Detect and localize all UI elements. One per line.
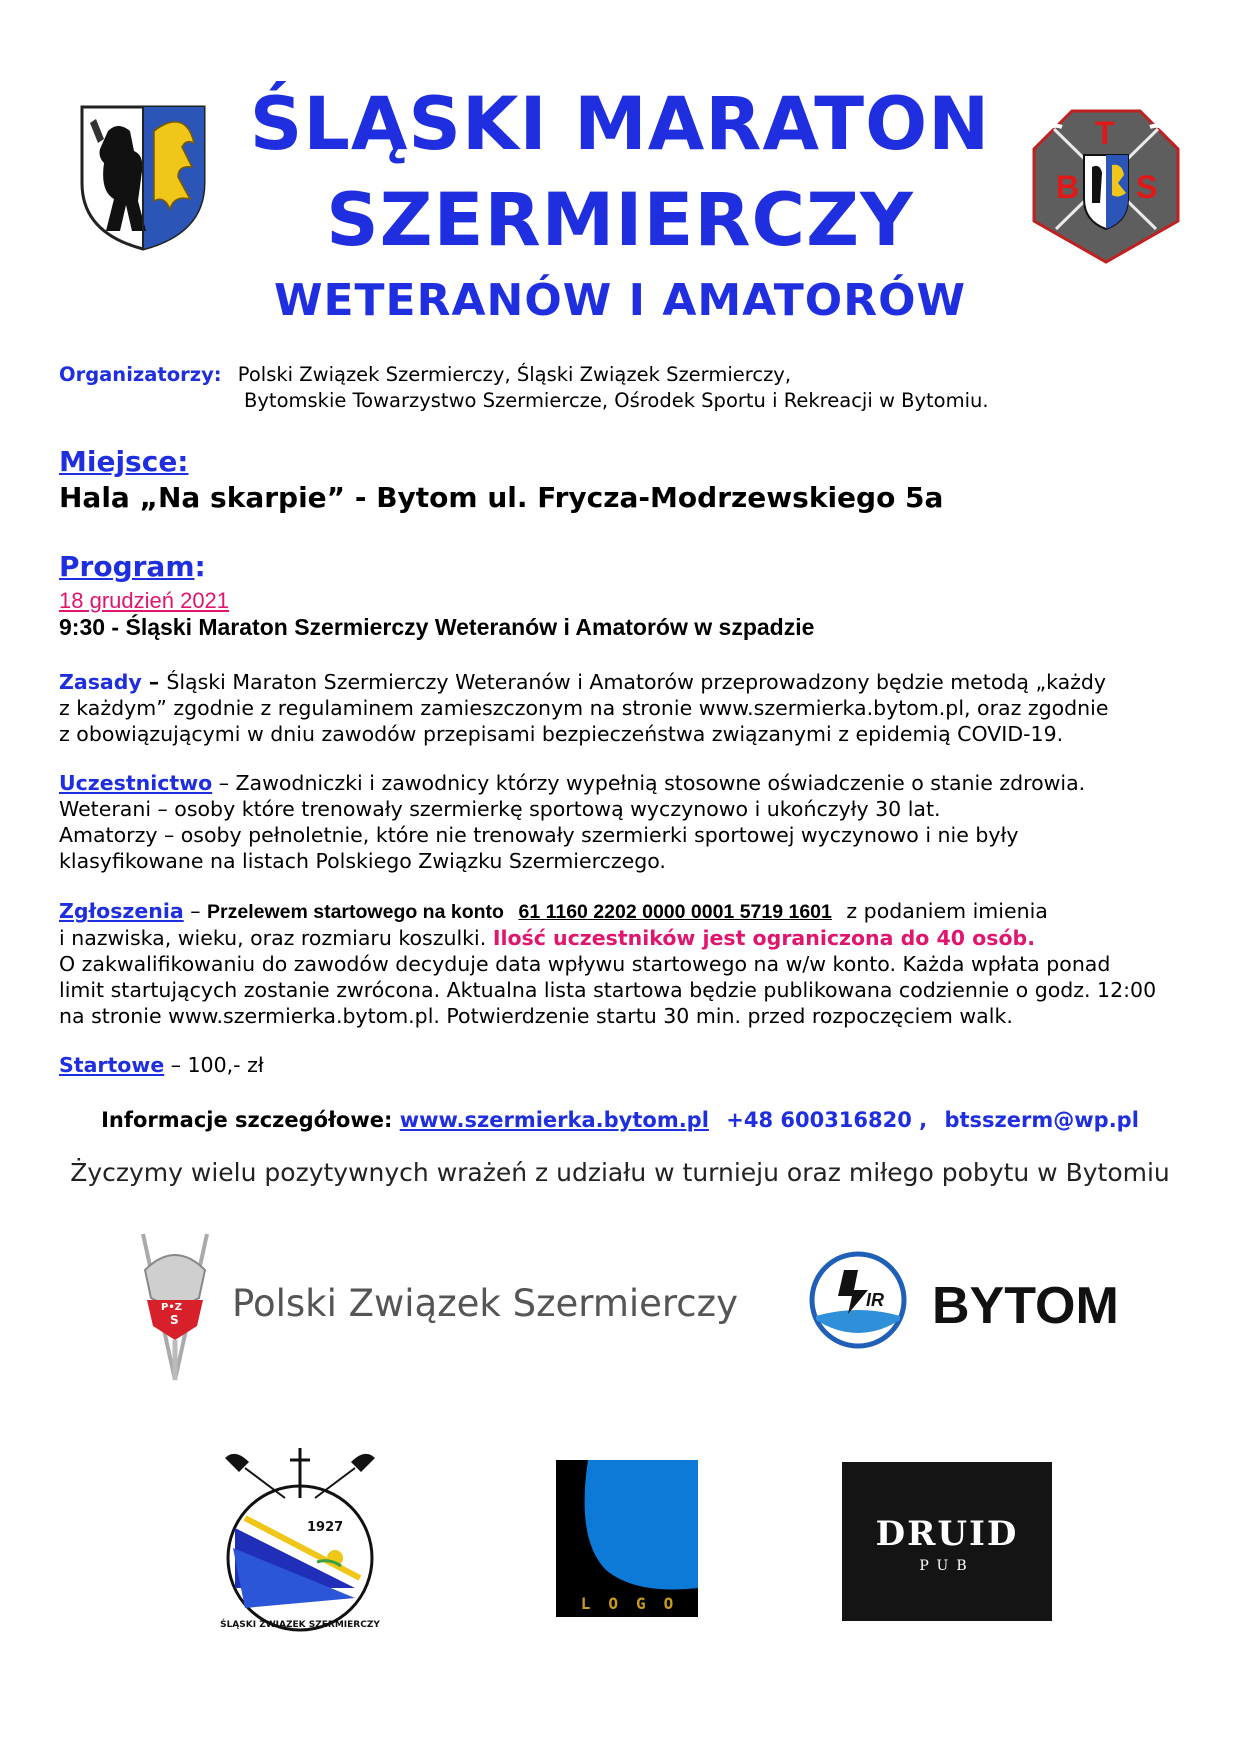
title-line-2: SZERMIERCZY [326,178,914,263]
participation-label: Uczestnictwo [59,771,213,795]
info-website-link[interactable]: www.szermierka.bytom.pl [399,1108,709,1132]
druid-name: DRUID [875,1514,1019,1554]
pzs-logo [125,1230,225,1385]
registration-line-2: i nazwiska, wieku, oraz rozmiaru koszulki. [59,926,487,950]
wishes-text: Życzymy wielu pozytywnych wrażeń z udziału w turnieju oraz miłego pobytu w Bytomiu [70,1158,1170,1187]
rules-line-2: z każdym” zgodnie z regulaminem zamieszczonym na stronie www.szermierka.bytom.pl, oraz zgodnie [59,696,1109,720]
szs-logo [205,1438,395,1638]
logo-block-text: LOGO [580,1594,692,1613]
rules-dash: – [141,670,167,694]
registration-line-3: O zakwalifikowaniu do zawodów decyduje data wpływu startowego na w/w konto. Każda wpłata ponad [59,952,1111,976]
osir-logo [808,1250,908,1350]
fee-label: Startowe [59,1053,165,1077]
pzs-name: Polski Związek Szermierczy [232,1282,738,1325]
program-item: 9:30 - Śląski Maraton Szermierczy Weteranów i Amatorów w szpadzie [59,614,815,640]
place-label: Miejsce: [59,445,189,478]
participation-line-3: Amatorzy – osoby pełnoletnie, które nie trenowały szermierki sportowej wyczynowo i nie były [59,823,1019,847]
registration-account: 61 1160 2202 0000 0001 5719 1601 [518,901,832,923]
osir-name: BYTOM [932,1277,1119,1335]
osir-mark: IR [866,1290,884,1310]
registration-line-1-rest: z podaniem imienia [846,899,1048,923]
registration-transfer: Przelewem startowego na konto [207,901,504,923]
participation-line-4: klasyfikowane na listach Polskiego Związku Szermierczego. [59,849,666,873]
program-label: Program [59,550,195,583]
rules-line-1: Śląski Maraton Szermierczy Weteranów i Amatorów przeprowadzony będzie metodą „każdy [166,670,1107,694]
rules-label: Zasady [59,670,142,694]
participation-line-2: Weterani – osoby które trenowały szermierkę sportową wyczynowo i ukończyły 30 lat. [59,797,941,821]
druid-sub: PUB [919,1558,975,1574]
organizers-section [59,362,989,414]
druid-pub-logo [842,1462,1052,1621]
bts-letter-t: T [1095,115,1115,151]
rules-line-3: z obowiązującymi w dniu zawodów przepisami bezpieczeństwa związanymi z epidemią COVID-19. [59,722,1064,746]
program-colon: : [194,550,206,583]
logo-block [556,1460,698,1617]
participation-line-1: – Zawodniczki i zawodnicy którzy wypełnią stosowne oświadczenie o stanie zdrowia. [212,771,1086,795]
registration-label: Zgłoszenia [59,899,184,923]
registration-line-5: na stronie www.szermierka.bytom.pl. Potwierdzenie startu 30 min. przed rozpoczęciem walk. [59,1004,1013,1028]
pzs-badge-text: P•Z [161,1302,182,1313]
fee-value: – 100,- zł [164,1053,264,1077]
registration-dash: – [183,899,208,923]
place-value: Hala „Na skarpie” - Bytom ul. Frycza-Modrzewskiego 5a [59,481,944,514]
rules-section [59,669,1108,747]
organizers-line-1: Polski Związek Szermierczy, Śląski Związek Szermierczy, [237,363,792,386]
info-phone: +48 600316820 , [726,1108,928,1132]
title-line-3: WETERANÓW I AMATORÓW [273,275,967,326]
registration-line-4: limit startujących zostanie zwrócona. Aktualna lista startowa będzie publikowana codziennie o godz. 12:00 [59,978,1157,1002]
registration-section [59,898,1156,1029]
szs-ring-text: ŚLĄSKI ZWIĄZEK SZERMIERCZY [220,1620,380,1630]
pzs-badge-s: S [170,1313,179,1327]
info-label: Informacje szczegółowe: [101,1108,393,1132]
participation-section [59,770,1085,874]
program-heading [59,550,206,583]
title-line-1: ŚLĄSKI MARATON [249,82,991,167]
program-date: 18 grudzień 2021 [59,588,230,613]
bts-letter-s: S [1136,169,1158,205]
organizers-label: Organizatorzy: [59,363,222,386]
registration-limit: Ilość uczestników jest ograniczona do 40 osób. [492,926,1036,950]
fee-section [59,1052,264,1078]
szs-year: 1927 [307,1520,344,1535]
info-email[interactable]: btsszerm@wp.pl [944,1108,1139,1132]
bts-letter-b: B [1056,169,1080,205]
info-line [0,1108,1240,1132]
organizers-line-2: Bytomskie Towarzystwo Szermiercze, Ośrodek Sportu i Rekreacji w Bytomiu. [244,389,989,412]
